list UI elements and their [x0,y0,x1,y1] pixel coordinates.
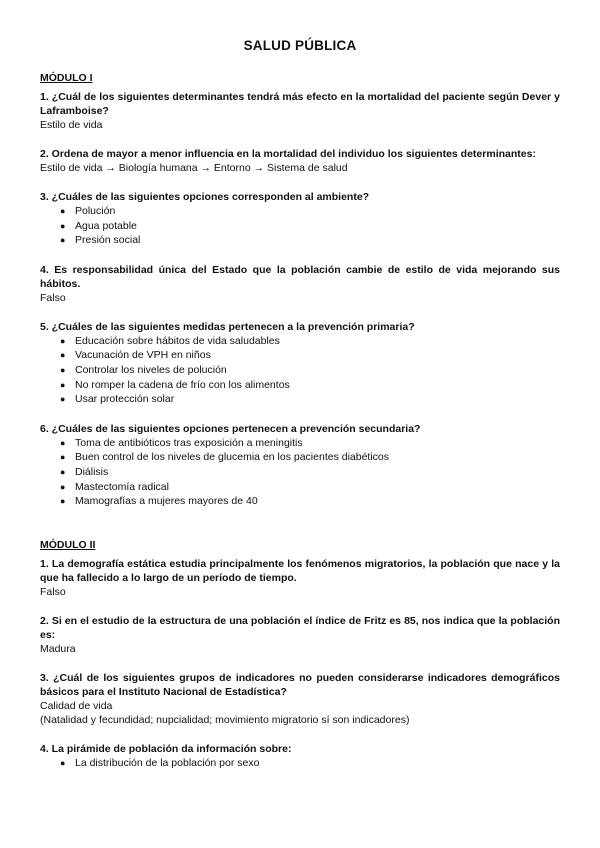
answer-item-text: Agua potable [75,219,137,232]
answer-list-item [40,363,560,378]
answer-text: Estilo de vida → Biología humana → Entorno → Sistema de salud [40,162,348,174]
answer-item-text: No romper la cadena de frío con los alimentos [75,378,290,391]
answer-text: Falso [40,585,66,598]
bullet-icon: ● [60,379,66,390]
question-block [40,320,560,407]
question-block [40,742,560,771]
bullet-icon: ● [60,452,66,463]
question-text: 1. La demografía estática estudia principalmente los fenómenos migratorios, la población que nace y la que ha fallecido a lo largo de un período de tiempo. [40,557,560,584]
answer-list-item [40,334,560,349]
question-block [40,263,560,305]
bullet-icon: ● [60,466,66,477]
answer-list-item [40,204,560,219]
answer-list-item [40,756,560,771]
answer-item-text: Usar protección solar [75,393,175,406]
answer-item-text: Toma de antibióticos tras exposición a meningitis [75,436,303,449]
answer-list-item [40,348,560,363]
question-text: 1. ¿Cuál de los siguientes determinantes tendrá más efecto en la mortalidad del paciente según Dever y Laframboise? [40,91,560,117]
answer-list-item [40,450,560,465]
question-text: 5. ¿Cuáles de las siguientes medidas pertenecen a la prevención primaria? [40,320,415,333]
question-block [40,557,560,599]
answer-list [40,756,560,771]
answer-item-text: Presión social [75,234,141,247]
answer-list-item [40,392,560,407]
answer-list-item [40,233,560,248]
answer-list [40,436,560,509]
bullet-icon: ● [60,757,66,768]
answer-list-item [40,480,560,495]
bullet-icon: ● [60,350,66,361]
module-section [40,72,560,509]
answer-list-item [40,219,560,234]
module-gap [40,524,560,539]
question-block [40,671,560,727]
answer-item-text: Buen control de los niveles de glucemia en los pacientes diabéticos [75,451,390,464]
module-heading: MÓDULO II [40,538,96,551]
answer-text: Madura [40,642,76,655]
answer-list [40,204,560,248]
page-title: SALUD PÚBLICA [243,38,357,53]
answer-item-text: Vacunación de VPH en niños [75,349,211,362]
question-block [40,614,560,656]
answer-text: (Natalidad y fecundidad; nupcialidad; movimiento migratorio sí son indicadores) [40,713,410,726]
bullet-icon: ● [60,481,66,492]
question-block [40,90,560,132]
answer-list-item [40,494,560,509]
question-block [40,422,560,509]
answer-item-text: Mamografías a mujeres mayores de 40 [75,495,258,508]
bullet-icon: ● [60,206,66,216]
question-text: 6. ¿Cuáles de las siguientes opciones pertenecen a prevención secundaria? [40,422,421,435]
question-text: 3. ¿Cuáles de las siguientes opciones corresponden al ambiente? [40,191,370,203]
bullet-icon: ● [60,335,66,346]
bullet-icon: ● [60,220,66,231]
answer-item-text: Polución [75,205,116,217]
question-block [40,147,560,175]
document-page [40,38,560,785]
answer-item-text: Educación sobre hábitos de vida saludables [75,334,280,347]
question-block [40,190,560,248]
answer-list-item [40,378,560,393]
answer-list [40,334,560,407]
question-text: 2. Si en el estudio de la estructura de una población el índice de Fritz es 85, nos indica que la población es: [40,614,560,641]
question-text: 3. ¿Cuál de los siguientes grupos de indicadores no pueden considerarse indicadores demográficos básicos para el Instituto Nacional de Estadística? [40,671,560,698]
answer-item-text: Controlar los niveles de polución [75,363,227,376]
bullet-icon: ● [60,364,66,375]
bullet-icon: ● [60,496,66,507]
question-text: 4. La pirámide de población da información sobre: [40,742,292,755]
answer-text: Falso [40,291,66,304]
answer-list-item [40,465,560,480]
modules-container [40,72,560,770]
module-section [40,539,560,771]
bullet-icon: ● [60,235,66,246]
question-text: 2. Ordena de mayor a menor influencia en la mortalidad del individuo los siguientes determinantes: [40,148,536,160]
answer-item-text: Mastectomía radical [75,480,169,493]
bullet-icon: ● [60,437,66,448]
answer-text: Calidad de vida [40,699,113,712]
answer-text: Estilo de vida [40,119,103,131]
question-text: 4. Es responsabilidad única del Estado que la población cambie de estilo de vida mejorando sus hábitos. [40,263,560,290]
bullet-icon: ● [60,394,66,405]
answer-item-text: La distribución de la población por sexo [75,756,260,769]
answer-item-text: Diálisis [75,465,109,478]
answer-list-item [40,436,560,451]
module-heading: MÓDULO I [40,72,93,84]
